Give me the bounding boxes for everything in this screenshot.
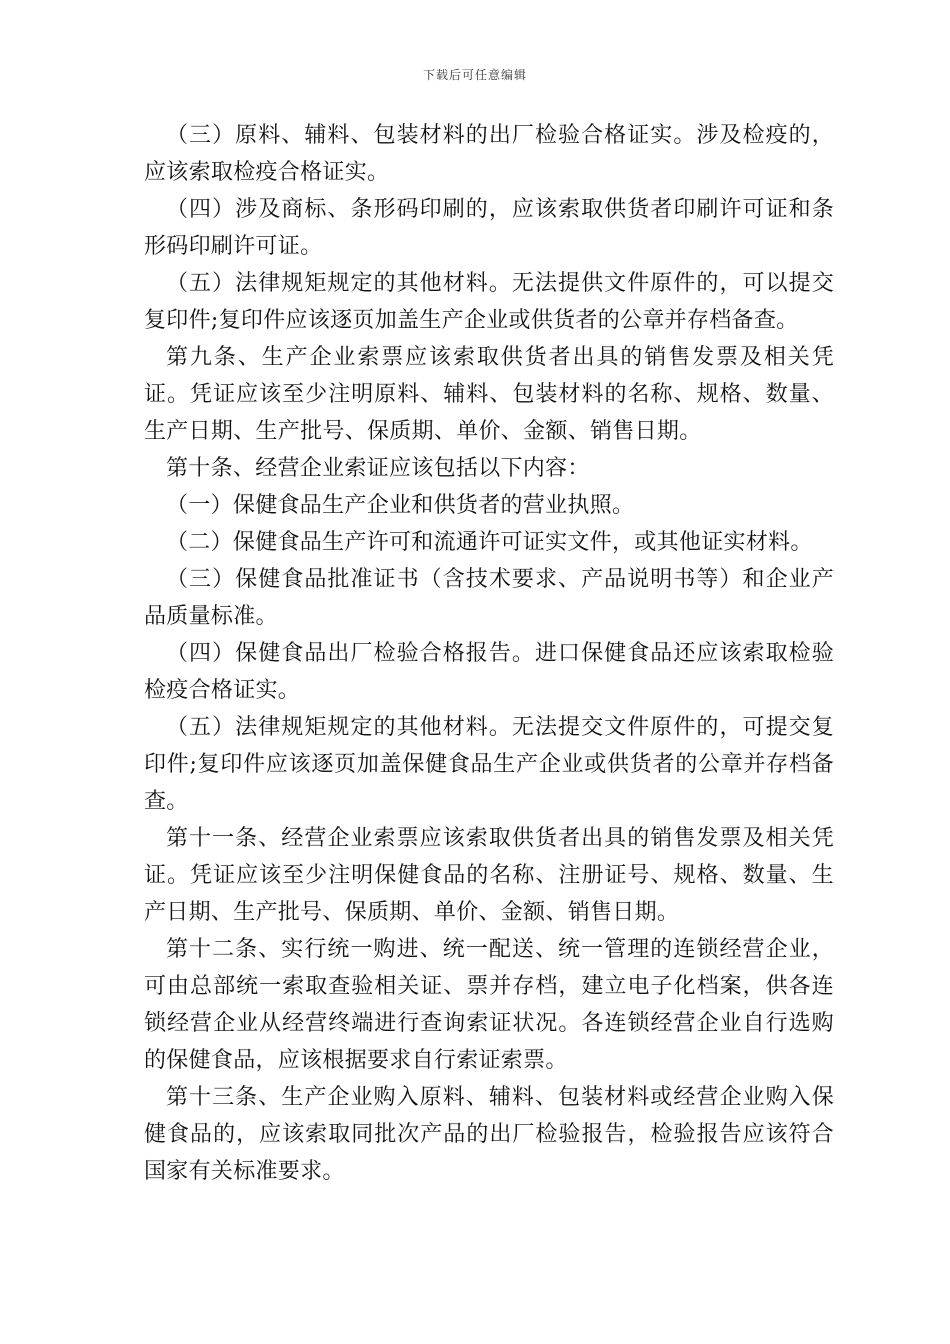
paragraph-article-10: 第十条、经营企业索证应该包括以下内容： (166, 456, 590, 481)
paragraph-approval-certificate: （三）保健食品批准证书（含技术要求、产品说明书等）和企业产品质量标准。 (144, 567, 834, 629)
paragraph-trademark-printing: （四）涉及商标、条形码印刷的，应该索取供货者印刷许可证和条形码印刷许可证。 (144, 197, 834, 259)
paragraph-article-13: 第十三条、生产企业购入原料、辅料、包装材料或经营企业购入保健食品的，应该索取同批次产品的出厂检验报告，检验报告应该符合国家有关标准要求。 (144, 1085, 834, 1184)
paragraph-article-9: 第九条、生产企业索票应该索取供货者出具的销售发票及相关凭证。凭证应该至少注明原料、辅料、包装材料的名称、规格、数量、生产日期、生产批号、保质期、单价、金额、销售日期。 (144, 345, 834, 444)
paragraph-other-materials-production: （五）法律规矩规定的其他材料。无法提供文件原件的，可以提交复印件;复印件应该逐页加盖生产企业或供货者的公章并存档备查。 (144, 271, 834, 333)
page-header-note: 下载后可任意编辑 (422, 68, 527, 82)
paragraph-article-11: 第十一条、经营企业索票应该索取供货者出具的销售发票及相关凭证。凭证应该至少注明保健食品的名称、注册证号、规格、数量、生产日期、生产批号、保质期、单价、金额、销售日期。 (144, 826, 834, 925)
paragraph-original-certificate: （三）原料、辅料、包装材料的出厂检验合格证实。涉及检疫的，应该索取检疫合格证实。 (144, 123, 834, 185)
paragraph-other-materials-business: （五）法律规矩规定的其他材料。无法提交文件原件的，可提交复印件;复印件应该逐页加盖保健食品生产企业或供货者的公章并存档备查。 (144, 715, 834, 814)
paragraph-article-12: 第十二条、实行统一购进、统一配送、统一管理的连锁经营企业，可由总部统一索取查验相关证、票并存档，建立电子化档案，供各连锁经营企业从经营终端进行查询索证状况。各连锁经营企业自行选购的保健食品，应该根据要求自行索证索票。 (144, 937, 834, 1073)
paragraph-business-license: （一）保健食品生产企业和供货者的营业执照。 (166, 493, 635, 518)
paragraph-inspection-report: （四）保健食品出厂检验合格报告。进口保健食品还应该索取检验检疫合格证实。 (144, 641, 834, 703)
paragraph-production-permit: （二）保健食品生产许可和流通许可证实文件，或其他证实材料。 (166, 530, 813, 555)
document-body (144, 117, 834, 1190)
